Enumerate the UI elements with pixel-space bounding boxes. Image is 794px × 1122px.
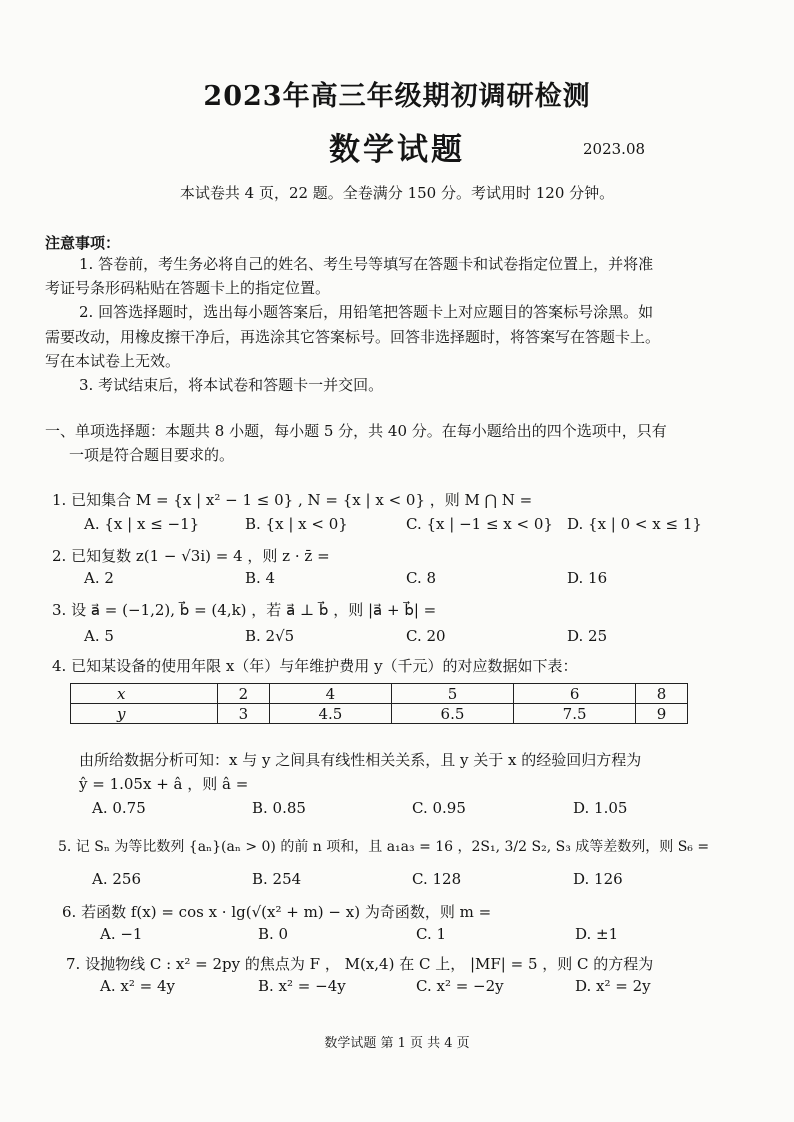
- notice-line-1: 1. 答卷前，考生务必将自己的姓名、考生号等填写在答题卡和试卷指定位置上，并将准: [79, 255, 654, 273]
- question-2-option-b: B. 4: [245, 569, 276, 587]
- question-7-option-c: C. x² = −2y: [416, 977, 504, 995]
- table-cell: 4.5: [269, 704, 391, 724]
- question-7-stem: 7. 设抛物线 C : x² = 2py 的焦点为 F ， M(x,4) 在 C 上， |MF| = 5 ，则 C 的方程为: [66, 955, 654, 973]
- question-3-option-a: A. 5: [84, 627, 114, 645]
- question-4-stem: 4. 已知某设备的使用年限 x（年）与年维护费用 y（千元）的对应数据如下表：: [52, 657, 578, 675]
- question-3-stem: 3. 设 a⃗ = (−1,2), b⃗ = (4,k) ，若 a⃗ ⊥ b⃗ ，则 |a⃗ + b⃗| =: [52, 601, 437, 619]
- question-5-stem: 5. 记 Sₙ 为等比数列 {aₙ}(aₙ > 0) 的前 n 项和，且 a₁a₃ = 16 ，2S₁, 3/2 S₂, S₃ 成等差数列，则 S₆ =: [58, 839, 710, 855]
- section-1-note: 一项是符合题目要求的。: [69, 446, 235, 464]
- question-1-option-a: A. {x | x ≤ −1}: [84, 515, 200, 533]
- question-2-option-c: C. 8: [406, 569, 437, 587]
- question-3-option-d: D. 25: [567, 627, 608, 645]
- question-5-option-d: D. 126: [573, 870, 623, 888]
- question-4-option-b: B. 0.85: [252, 799, 306, 817]
- question-5-option-c: C. 128: [412, 870, 462, 888]
- table-row-y: [71, 704, 688, 724]
- table-cell: 2: [218, 684, 270, 704]
- question-7-option-d: D. x² = 2y: [575, 977, 651, 995]
- question-6-option-b: B. 0: [258, 925, 289, 943]
- table-cell: 6.5: [391, 704, 513, 724]
- table-cell: 4: [269, 684, 391, 704]
- question-7-option-a: A. x² = 4y: [100, 977, 175, 995]
- question-4-option-a: A. 0.75: [92, 799, 146, 817]
- table-row-x: [71, 684, 688, 704]
- question-4-option-c: C. 0.95: [412, 799, 466, 817]
- question-5-option-b: B. 254: [252, 870, 302, 888]
- notice-line-5: 写在本试卷上无效。: [45, 352, 181, 370]
- exam-intro: 本试卷共 4 页，22 题。全卷满分 150 分。考试用时 120 分钟。: [179, 184, 615, 202]
- question-6-option-d: D. ±1: [575, 925, 619, 943]
- question-3-option-b: B. 2√5: [245, 627, 295, 645]
- question-4-option-d: D. 1.05: [573, 799, 628, 817]
- exam-subtitle: 数学试题: [329, 132, 465, 168]
- question-4-analysis: 由所给数据分析可知：x 与 y 之间具有线性相关关系，且 y 关于 x 的经验回归方程为: [79, 751, 642, 769]
- notice-line-6: 3. 考试结束后，将本试卷和答题卡一并交回。: [79, 376, 384, 394]
- exam-date: 2023.08: [583, 140, 646, 158]
- question-6-stem: 6. 若函数 f(x) = cos x · lg(√(x² + m) − x) 为奇函数，则 m =: [62, 903, 492, 921]
- question-1-option-c: C. {x | −1 ≤ x < 0}: [406, 515, 553, 533]
- question-3-option-c: C. 20: [406, 627, 446, 645]
- question-4-data-table: [70, 683, 688, 724]
- section-1-heading: 一、单项选择题：本题共 8 小题，每小题 5 分，共 40 分。在每小题给出的四个选项中，只有: [45, 422, 667, 440]
- notice-heading: 注意事项：: [45, 234, 121, 252]
- table-header-y: y: [71, 704, 218, 724]
- table-cell: 7.5: [514, 704, 636, 724]
- question-2-stem: 2. 已知复数 z(1 − √3i) = 4 ，则 z · z̄ =: [52, 547, 330, 565]
- question-1-option-b: B. {x | x < 0}: [245, 515, 348, 533]
- exam-title: 2023年高三年级期初调研检测: [203, 81, 591, 112]
- question-6-option-a: A. −1: [100, 925, 143, 943]
- question-5-option-a: A. 256: [92, 870, 141, 888]
- table-header-x: x: [71, 684, 218, 704]
- question-2-option-a: A. 2: [84, 569, 114, 587]
- table-cell: 6: [514, 684, 636, 704]
- table-cell: 9: [636, 704, 688, 724]
- question-7-option-b: B. x² = −4y: [258, 977, 346, 995]
- notice-line-3: 2. 回答选择题时，选出每小题答案后，用铅笔把答题卡上对应题目的答案标号涂黑。如: [79, 303, 654, 321]
- notice-line-2: 考证号条形码粘贴在答题卡上的指定位置。: [45, 279, 331, 297]
- question-1-stem: 1. 已知集合 M = {x | x² − 1 ≤ 0} , N = {x | x < 0} ，则 M ⋂ N =: [52, 491, 533, 509]
- page-footer: 数学试题 第 1 页 共 4 页: [324, 1036, 470, 1051]
- notice-line-4: 需要改动，用橡皮擦干净后，再选涂其它答案标号。回答非选择题时，将答案写在答题卡上。: [45, 328, 661, 346]
- question-6-option-c: C. 1: [416, 925, 447, 943]
- table-cell: 3: [218, 704, 270, 724]
- table-cell: 8: [636, 684, 688, 704]
- question-1-option-d: D. {x | 0 < x ≤ 1}: [567, 515, 702, 533]
- table-cell: 5: [391, 684, 513, 704]
- question-2-option-d: D. 16: [567, 569, 608, 587]
- question-4-regression: ŷ = 1.05x + â ，则 â =: [79, 775, 249, 793]
